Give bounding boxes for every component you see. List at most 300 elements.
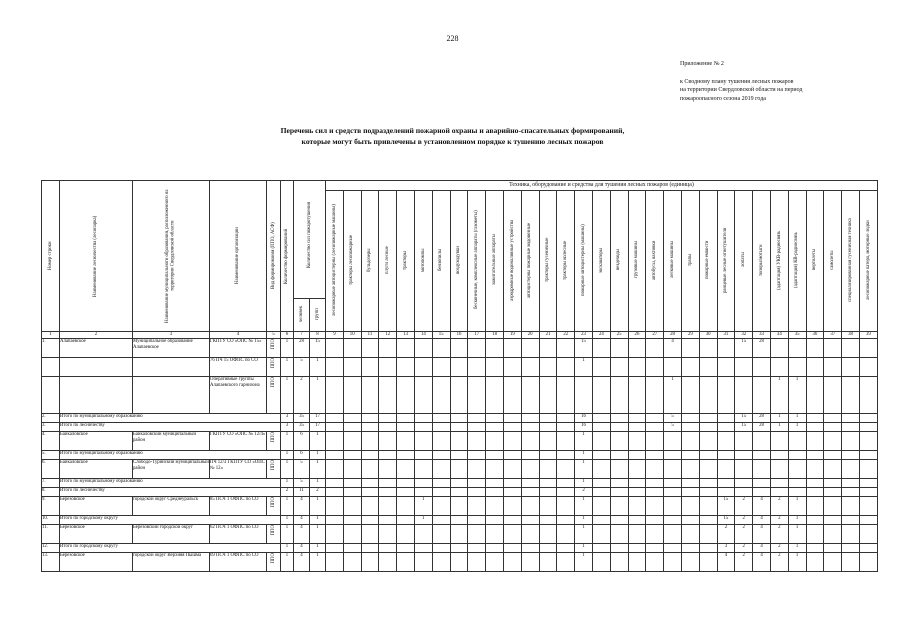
col-number: 22 [557,332,575,339]
row-equipment-value [557,488,575,497]
row-equipment-value: 3 [717,544,735,553]
row-equipment-value [414,358,432,377]
row-equipment-value [717,488,735,497]
row-equipment-value [646,339,664,358]
row-equipment-value: 4 [753,516,771,525]
col-number: 24 [592,332,610,339]
row-equipment-value [842,544,860,553]
row-equipment-value [468,358,486,377]
row-total-label: Итого по городскому округу [60,516,281,525]
row-municipality: городской округ Среднеуральск [133,497,210,516]
row-equipment-value [859,358,877,377]
row-total-label: Итого по лесничеству [60,423,281,432]
row-equipment-value [610,488,628,497]
row-equipment-value [432,516,450,525]
row-equipment-value [414,460,432,479]
row-equipment-value [379,339,397,358]
row-formation-type [267,358,281,377]
row-groups: 1 [310,432,326,451]
row-equipment-value [486,377,504,414]
table-row [42,488,878,497]
row-formation-type [267,460,281,479]
row-equipment-value [379,497,397,516]
row-equipment-value [646,460,664,479]
row-people: 4 [294,497,310,516]
row-equipment-value [610,423,628,432]
col-number: 15 [432,332,450,339]
row-equipment-value [361,423,379,432]
row-equipment-value [628,377,646,414]
table-row [42,460,878,479]
row-equipment-value [806,488,824,497]
row-equipment-value [468,516,486,525]
col-header-equipment-18 [486,191,504,332]
row-equipment-value [646,516,664,525]
row-equipment-value [770,488,788,497]
row-equipment-value [557,544,575,553]
row-equipment-value [343,553,361,572]
row-equipment-value: 1 [770,423,788,432]
row-equipment-value: 2 [770,544,788,553]
row-equipment-value [592,525,610,544]
row-equipment-value [503,377,521,414]
row-equipment-value [343,460,361,479]
row-equipment-value [753,488,771,497]
row-equipment-value [379,544,397,553]
col-header-equipment-34 [770,191,788,332]
row-equipment-value [450,497,468,516]
row-equipment-value [842,479,860,488]
row-equipment-value [557,451,575,460]
row-equipment-value [753,479,771,488]
table-row [42,525,878,544]
row-equipment-value [379,488,397,497]
row-equipment-value [432,451,450,460]
row-equipment-value [503,525,521,544]
table-row [42,553,878,572]
row-equipment-value [503,497,521,516]
row-people: 5 [294,460,310,479]
row-equipment-value [521,479,539,488]
row-equipment-value [806,423,824,432]
row-equipment-value [842,525,860,544]
row-equipment-value [842,432,860,451]
row-equipment-value [824,414,842,423]
row-forestry: Байкаловское [60,460,133,479]
col-header-equipment-10 [343,191,361,332]
row-equipment-value: 15 [717,497,735,516]
row-equipment-value [486,423,504,432]
row-equipment-value [486,516,504,525]
row-equipment-value [859,525,877,544]
row-equipment-value [432,358,450,377]
row-equipment-value: 4 [664,339,682,358]
row-equipment-value [432,553,450,572]
row-equipment-value [681,544,699,553]
row-equipment-value [753,358,771,377]
row-equipment-value [326,358,344,377]
col-header-equipment-28-text: легковые машины [669,241,675,279]
row-equipment-value [717,339,735,358]
row-equipment-value [859,497,877,516]
row-equipment-value [486,479,504,488]
row-number: 5. [42,451,60,460]
row-equipment-value [326,460,344,479]
row-equipment-value [343,358,361,377]
row-equipment-value [486,339,504,358]
row-equipment-value [503,516,521,525]
row-equipment-value [343,516,361,525]
row-municipality: Березовский городской округ [133,525,210,544]
row-equipment-value [539,339,557,358]
row-equipment-value [699,488,717,497]
row-equipment-value [503,339,521,358]
col-header-equipment-9-text: лесопожарные автоцистерны (лесопожарные машины) [331,204,337,316]
col-number: 11 [361,332,379,339]
row-total-label: Итого по муниципальному образованию [60,451,281,460]
row-equipment-value [699,460,717,479]
col-header-equipment-18-text: зажигательные аппараты [491,234,497,286]
col-header-equipment-29 [681,191,699,332]
col-header-equipment-23-text: пожарные автоцистерны (машины) [580,224,586,296]
row-number [42,358,60,377]
row-equipment-value: 1 [788,414,806,423]
row-equipment-value [592,423,610,432]
row-equipment-value: 1 [575,544,593,553]
row-organization: 62 ПСЧ 1 ОФПС по СО [210,525,267,544]
col-header-equipment-32 [735,191,753,332]
col-number: 30 [699,332,717,339]
row-equipment-value: 1 [788,516,806,525]
row-equipment-value [646,414,664,423]
row-equipment-value [806,497,824,516]
row-equipment-value [326,377,344,414]
row-equipment-value [503,479,521,488]
col-header-people [294,298,310,331]
row-equipment-value [824,488,842,497]
col-number: 32 [735,332,753,339]
row-equipment-value [610,516,628,525]
row-equipment-value: 15 [735,423,753,432]
row-equipment-value [681,414,699,423]
row-equipment-value [326,479,344,488]
row-equipment-value [397,488,415,497]
col-number: 34 [770,332,788,339]
col-header-organization-text: Наименование организации [235,227,241,285]
col-number: 25 [610,332,628,339]
row-equipment-value: 28 [753,339,771,358]
col-number: 7 [294,332,310,339]
col-header-equipment-23 [575,191,593,332]
row-equipment-value [806,525,824,544]
row-equipment-value [664,525,682,544]
row-equipment-value: 15 [717,516,735,525]
row-equipment-value [842,488,860,497]
row-equipment-value [806,377,824,414]
row-equipment-value [557,339,575,358]
row-equipment-value [379,479,397,488]
title-line-2: которые могут быть привлечены в установленном порядке к тушению лесных пожаров [301,136,604,146]
row-equipment-value: 1 [575,460,593,479]
col-header-equipment-21 [539,191,557,332]
row-municipality: Слободо-Туринский муниципальный район [133,460,210,479]
col-number: 18 [486,332,504,339]
row-equipment-value [646,358,664,377]
row-groups: 1 [310,451,326,460]
row-equipment-value: 1 [788,544,806,553]
col-header-equipment-35-text: (адаптация) КВ-радиосвязь [794,232,800,288]
row-equipment-value [414,377,432,414]
row-equipment-value [681,525,699,544]
row-organization: ГКПТУ СО «ОПС № 12/4» [210,432,267,451]
row-equipment-value [859,553,877,572]
row-equipment-value [450,488,468,497]
row-people: 5 [294,479,310,488]
col-header-equipment-36 [806,191,824,332]
row-equipment-value [343,377,361,414]
row-equipment-value [557,414,575,423]
row-number: 1. [42,339,60,358]
row-equipment-value [521,516,539,525]
col-header-equipment-16-text: воздуходувки [456,246,462,274]
row-equipment-value: 1 [575,497,593,516]
row-equipment-value [806,553,824,572]
row-equipment-value [379,451,397,460]
row-formation-count: 1 [281,377,294,414]
row-equipment-value: 2 [735,497,753,516]
row-equipment-value [699,358,717,377]
row-formation-type-text: ППО [270,432,276,443]
row-equipment-value: 2 [770,525,788,544]
appendix-line: на территории Свердловской области на период [680,87,803,93]
row-equipment-value [486,460,504,479]
row-equipment-value [628,451,646,460]
row-equipment-value [379,553,397,572]
col-header-equipment-31-text: ранцевые лесные огнетушители [723,227,729,293]
row-equipment-value [628,479,646,488]
row-equipment-value: 1 [664,377,682,414]
row-equipment-value [557,553,575,572]
row-formation-type-text: ППО [270,377,276,388]
col-header-municipality-text: Наименование муниципального образования, расположенного на территории Свердловской области [165,189,176,323]
row-equipment-value [503,488,521,497]
row-equipment-value [397,516,415,525]
col-header-equipment-22-text: тракторы колесные [562,240,568,280]
row-equipment-value [842,423,860,432]
col-number: 28 [664,332,682,339]
row-equipment-value [343,544,361,553]
row-equipment-value: 1 [770,414,788,423]
row-equipment-value [592,377,610,414]
col-number: 9 [326,332,344,339]
row-formation-count: 1 [281,497,294,516]
row-equipment-value [326,553,344,572]
row-organization: 85 ПСЧ 1 ОФПС по СО [210,497,267,516]
row-equipment-value [521,339,539,358]
row-forestry [60,377,133,414]
row-equipment-value [664,488,682,497]
row-equipment-value [859,479,877,488]
row-equipment-value [842,516,860,525]
row-equipment-value [557,525,575,544]
row-equipment-value [343,451,361,460]
row-equipment-value [397,423,415,432]
row-equipment-value [557,377,575,414]
row-equipment-value: 4 [753,544,771,553]
row-people: 4 [294,525,310,544]
col-header-groups-text: групп [314,307,320,320]
row-equipment-value [610,377,628,414]
row-equipment-value [503,451,521,460]
col-number: 10 [343,332,361,339]
row-equipment-value: 4 [753,525,771,544]
row-equipment-value [557,358,575,377]
row-equipment-value: 15 [735,414,753,423]
row-equipment-value [361,377,379,414]
row-equipment-value [326,414,344,423]
row-equipment-value [450,423,468,432]
row-equipment-value [681,423,699,432]
col-header-equipment-38 [842,191,860,332]
row-equipment-value: 1 [575,479,593,488]
row-equipment-value [824,432,842,451]
row-equipment-value [806,544,824,553]
col-header-equipment-33 [753,191,771,332]
col-number: 13 [397,332,415,339]
col-number: 3 [133,332,210,339]
row-equipment-value [681,516,699,525]
row-equipment-value [664,358,682,377]
row-equipment-value [842,460,860,479]
row-equipment-value [788,460,806,479]
row-people: 5 [294,358,310,377]
col-header-equipment-29-text: трапы [687,253,693,267]
row-people: 4 [294,553,310,572]
row-equipment-value [521,488,539,497]
col-header-equipment-39 [859,191,877,332]
row-formation-type-text: ППО [270,497,276,508]
col-header-forestry-text: Наименование лесничества (лесопарка) [93,215,99,297]
col-header-formation-type-text: Вид формирования (ППО, АСФ) [270,222,276,290]
row-number: 13. [42,553,60,572]
row-equipment-value [557,497,575,516]
row-equipment-value [503,414,521,423]
row-equipment-value [503,358,521,377]
row-equipment-value [361,414,379,423]
row-equipment-value [699,516,717,525]
col-header-row-number-text: Номер строки [47,241,53,271]
col-header-equipment-22 [557,191,575,332]
row-equipment-value [503,553,521,572]
row-equipment-value [610,339,628,358]
row-equipment-value: 1 [770,377,788,414]
row-groups: 1 [310,516,326,525]
row-equipment-value [450,414,468,423]
row-equipment-value [450,479,468,488]
row-equipment-value [735,488,753,497]
col-header-equipment-20-text: автоцистерны пожарные водовозные [527,222,533,298]
row-equipment-value [468,432,486,451]
row-equipment-value [681,553,699,572]
row-equipment-value [681,377,699,414]
col-number: 20 [521,332,539,339]
row-equipment-value: 2 [717,525,735,544]
row-groups: 1 [310,479,326,488]
row-equipment-value [628,553,646,572]
row-number [42,377,60,414]
col-number: 12 [379,332,397,339]
col-header-equipment-30 [699,191,717,332]
row-equipment-value [664,460,682,479]
row-equipment-value: 1 [575,432,593,451]
row-equipment-value [770,451,788,460]
row-equipment-value: 5 [664,414,682,423]
row-equipment-value [539,358,557,377]
row-organization: Оперативные группы Алапаевского гарнизона [210,377,267,414]
row-equipment-value: 2 [770,497,788,516]
row-equipment-value [539,451,557,460]
row-equipment-value [610,479,628,488]
row-equipment-value [539,497,557,516]
row-equipment-value [824,377,842,414]
row-equipment-value [432,488,450,497]
table-row [42,358,878,377]
row-equipment-value [628,414,646,423]
row-equipment-value [681,488,699,497]
col-header-equipment-27-text: автобусы, вахтовки [651,240,657,280]
row-equipment-value [824,339,842,358]
row-equipment-value [592,414,610,423]
row-equipment-value [468,488,486,497]
col-number: 2 [60,332,133,339]
row-equipment-value [432,544,450,553]
row-formation-type [267,525,281,544]
row-equipment-value [450,544,468,553]
col-number: 26 [628,332,646,339]
row-equipment-value [397,497,415,516]
row-groups: 1 [310,544,326,553]
row-equipment-value [343,525,361,544]
col-header-equipment-14-text: мотопомпы [420,248,426,272]
row-equipment-value [397,358,415,377]
col-number: 23 [575,332,593,339]
row-equipment-value [414,423,432,432]
row-equipment-value [735,358,753,377]
row-equipment-value [521,377,539,414]
row-equipment-value [486,451,504,460]
row-equipment-value [521,358,539,377]
row-equipment-value [664,451,682,460]
row-formation-type [267,377,281,414]
row-equipment-value [610,451,628,460]
row-equipment-value [575,377,593,414]
row-total-label: Итого по городскому округу [60,544,281,553]
row-equipment-value [468,553,486,572]
col-header-equipment-24-text: экскаваторы [598,247,604,273]
row-equipment-value [326,544,344,553]
table-row [42,451,878,460]
col-header-equipment-39-text: лесопожарные катера, моторные лодки [865,220,871,300]
row-equipment-value [379,525,397,544]
table-row [42,414,878,423]
row-organization: 69 ПСЧ 1 ОФПС по СО [210,553,267,572]
row-equipment-value [717,377,735,414]
row-equipment-value [592,544,610,553]
row-equipment-value [539,525,557,544]
row-equipment-value [379,432,397,451]
row-formation-count: 1 [281,516,294,525]
row-equipment-value [468,479,486,488]
